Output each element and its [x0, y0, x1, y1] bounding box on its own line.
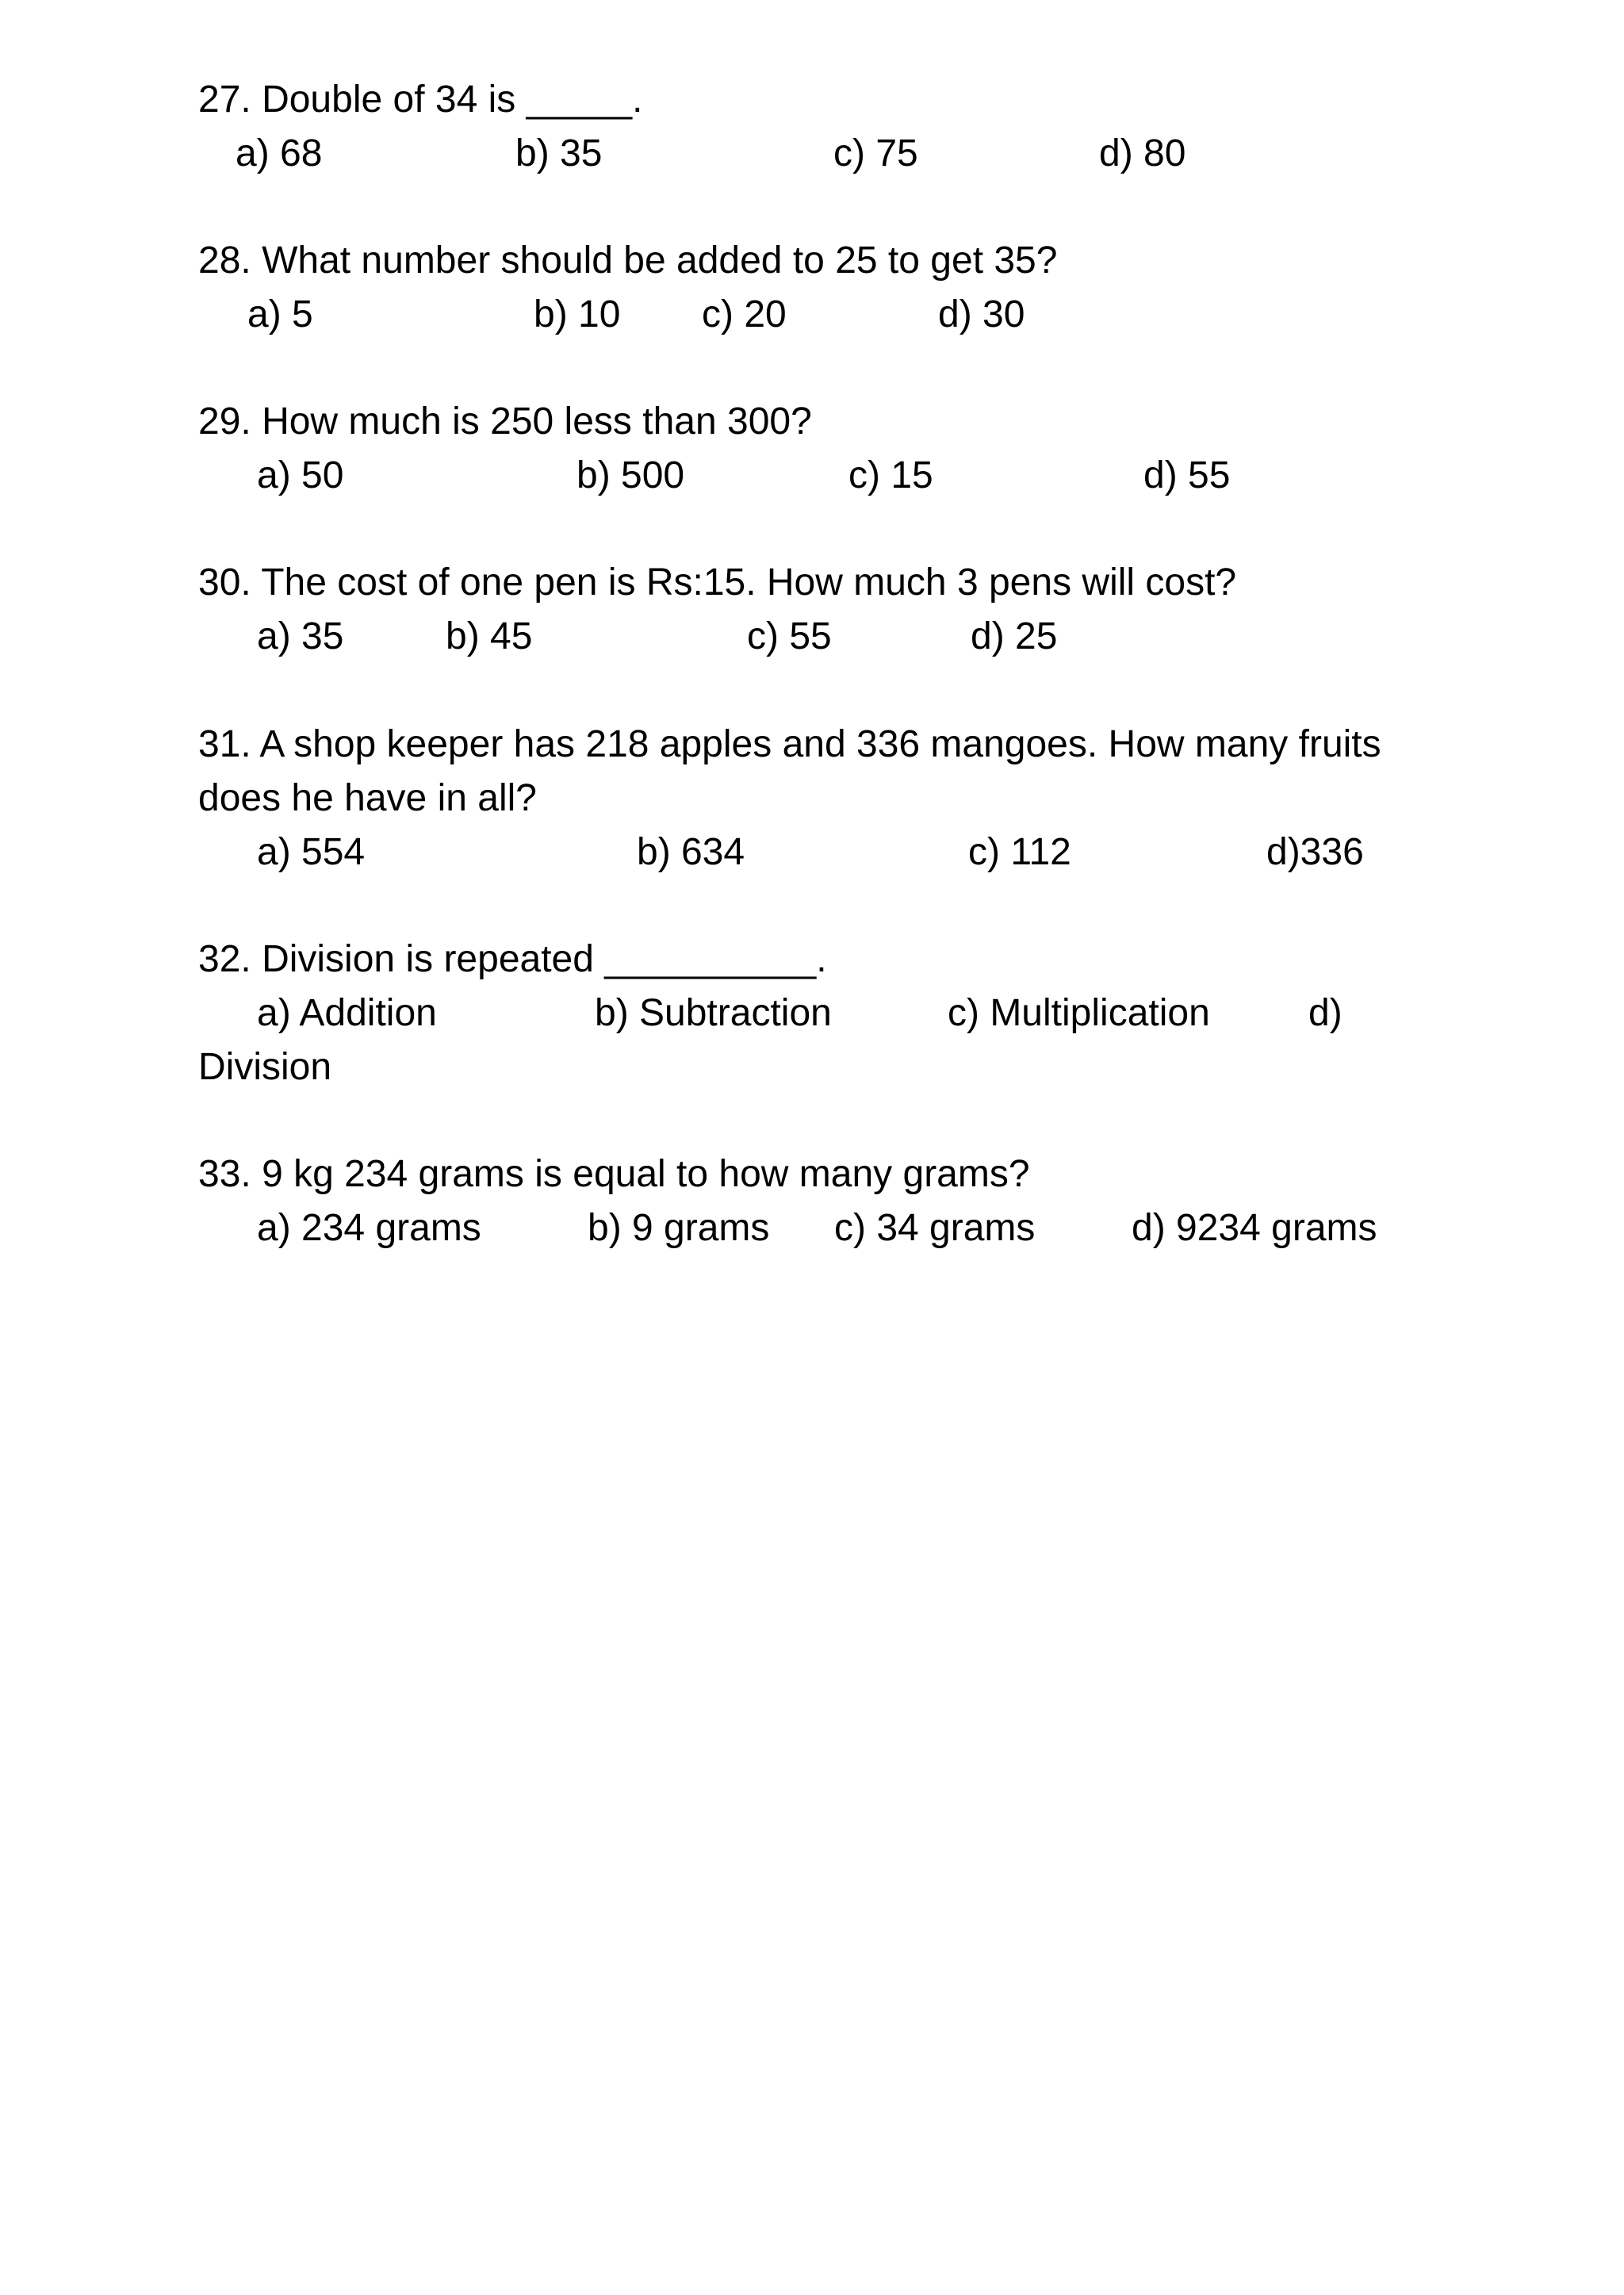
question-33-option-d: d) 9234 grams [1132, 1207, 1377, 1249]
question-31-text-line-1: 31. A shop keeper has 218 apples and 336 mangoes. How many fruits [198, 723, 1381, 765]
question-27-text: 27. Double of 34 is _____. [198, 79, 643, 121]
question-33-option-c: c) 34 grams [834, 1207, 1036, 1249]
question-31-text-line-2: does he have in all? [198, 777, 537, 819]
question-28-option-d: d) 30 [938, 293, 1025, 335]
question-28-option-a: a) 5 [247, 293, 313, 335]
question-31-option-d: d)336 [1266, 831, 1364, 873]
question-27-option-b: b) 35 [515, 132, 603, 174]
question-30-option-b: b) 45 [446, 615, 533, 657]
question-33-option-a: a) 234 grams [257, 1207, 481, 1249]
question-27-option-a: a) 68 [236, 132, 323, 174]
question-27-option-c: c) 75 [833, 132, 918, 174]
question-32-option-b: b) Subtraction [595, 992, 832, 1034]
question-28-option-c: c) 20 [702, 293, 787, 335]
question-30-option-c: c) 55 [747, 615, 832, 657]
question-28-text: 28. What number should be added to 25 to get 35? [198, 239, 1058, 282]
question-32-option-d: d) [1308, 992, 1342, 1034]
question-33-option-b: b) 9 grams [588, 1207, 770, 1249]
question-31-option-c: c) 112 [968, 831, 1071, 873]
question-30-text: 30. The cost of one pen is Rs:15. How much 3 pens will cost? [198, 561, 1237, 603]
question-32-option-c: c) Multiplication [948, 992, 1210, 1034]
question-29-text: 29. How much is 250 less than 300? [198, 400, 812, 443]
question-31-option-a: a) 554 [257, 831, 366, 873]
question-28-option-b: b) 10 [534, 293, 621, 335]
question-32-option-d-text: Division [198, 1046, 332, 1088]
question-30-option-d: d) 25 [971, 615, 1058, 657]
question-27-option-d: d) 80 [1099, 132, 1186, 174]
question-32-option-a: a) Addition [257, 992, 437, 1034]
question-29-option-c: c) 15 [848, 454, 933, 496]
question-31-option-b: b) 634 [637, 831, 745, 873]
question-33-text: 33. 9 kg 234 grams is equal to how many grams? [198, 1153, 1030, 1195]
question-32-text: 32. Division is repeated __________. [198, 938, 827, 980]
question-29-option-d: d) 55 [1143, 454, 1231, 496]
question-29-option-b: b) 500 [576, 454, 685, 496]
question-30-option-a: a) 35 [257, 615, 344, 657]
question-29-option-a: a) 50 [257, 454, 344, 496]
